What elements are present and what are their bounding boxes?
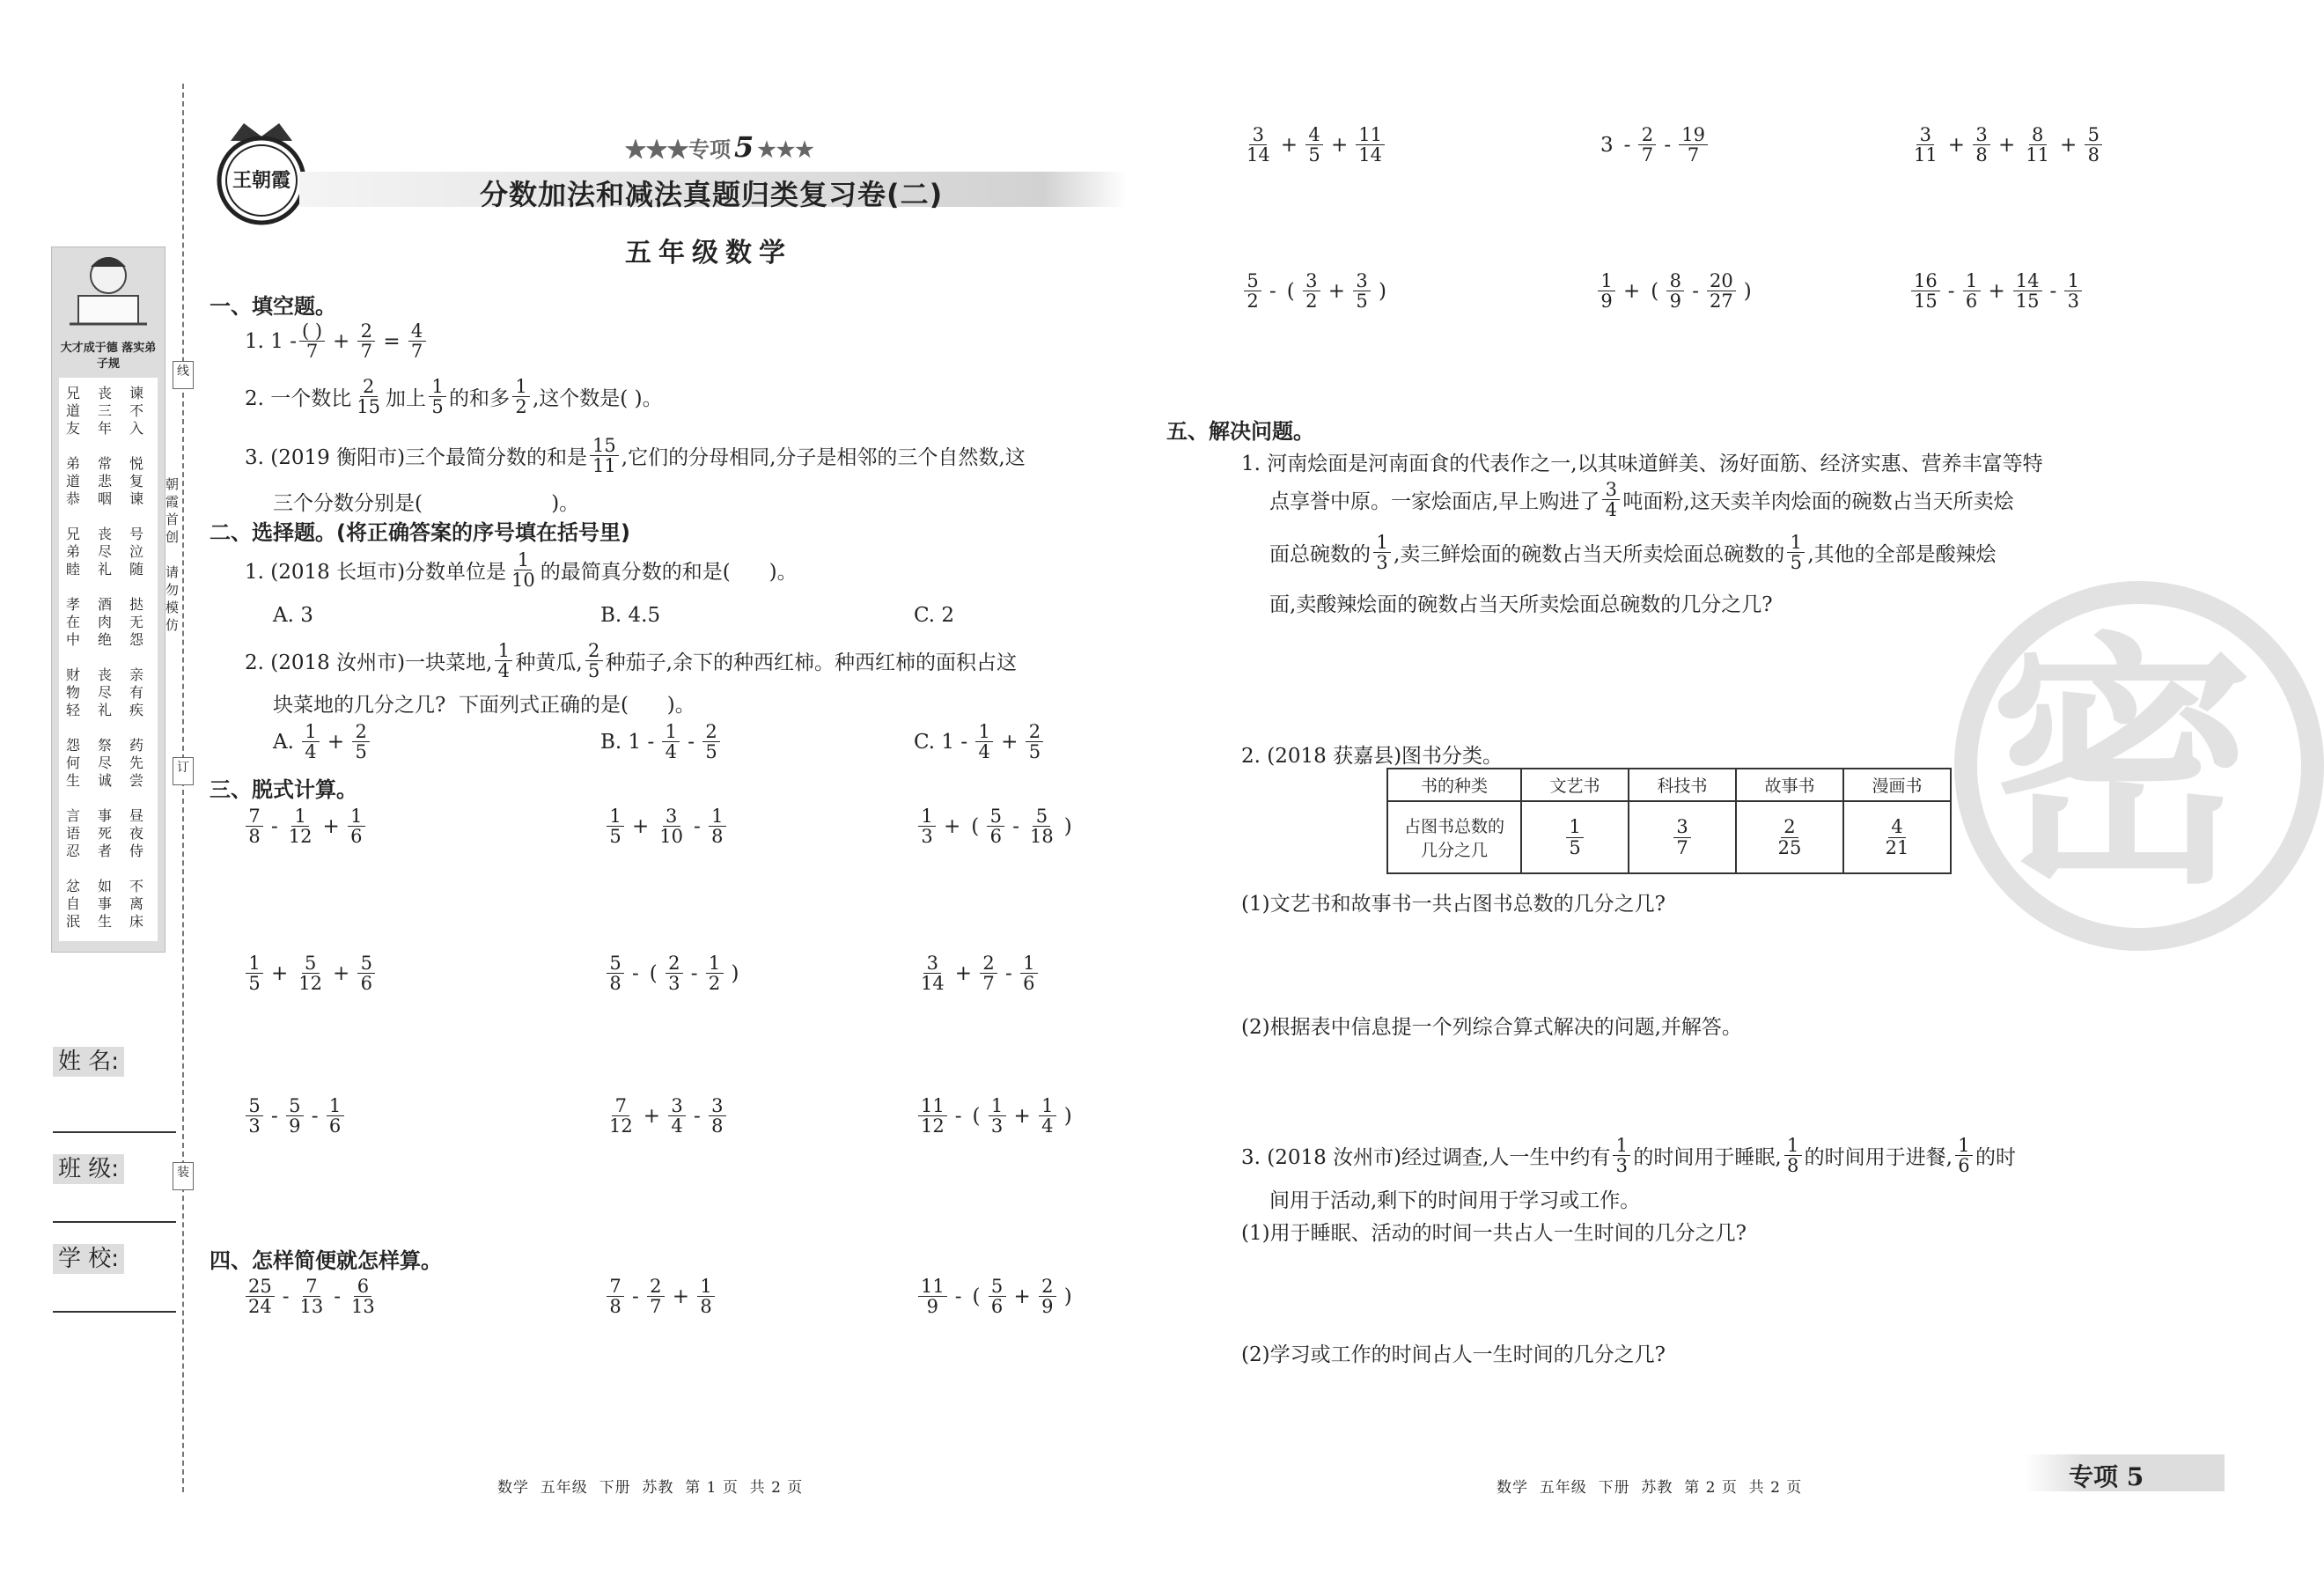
topic-label: ★★★专项 5 ★★★ bbox=[625, 130, 814, 164]
fraction: $\frac{1}{8}$ bbox=[697, 1277, 715, 1316]
problem-1-line2: 点享誉中原。一家烩面店,早上购进了 $\frac{3}{4}$ 吨面粉,这天卖羊肉烩面的碗数占当天所卖烩 bbox=[1269, 479, 2014, 521]
simp-9 bbox=[1908, 271, 2085, 311]
section-3-heading: 三、脱式计算。 bbox=[210, 777, 357, 802]
operator: ) bbox=[731, 961, 739, 985]
operator: - bbox=[694, 1104, 701, 1128]
fraction: $\frac{3}{4}$ bbox=[668, 1096, 686, 1136]
operator: + bbox=[271, 961, 289, 985]
vertical-note: 朝 霞 首 创 请 勿 模 仿 bbox=[165, 476, 180, 633]
operator: - bbox=[271, 1104, 278, 1128]
problem-2-q1: (1)文艺书和故事书一共占图书总数的几分之几? bbox=[1241, 893, 1666, 916]
operator: + bbox=[1001, 730, 1019, 754]
section-4-heading: 四、怎样简便就怎样算。 bbox=[210, 1248, 442, 1273]
calc-9 bbox=[916, 1096, 1077, 1136]
calc-7 bbox=[243, 1096, 347, 1136]
operator: ( bbox=[972, 1104, 981, 1128]
table-row bbox=[1387, 801, 1951, 873]
logo bbox=[213, 114, 310, 229]
operator: - bbox=[1005, 961, 1012, 985]
fraction: $\frac{1}{4}$ bbox=[302, 722, 320, 762]
operator: + bbox=[2060, 133, 2078, 157]
operator: ) bbox=[1379, 279, 1387, 303]
choice-1-option-b[interactable]: B. 4.5 bbox=[600, 604, 661, 627]
problem-1-line1: 1. 河南烩面是河南面食的代表作之一,以其味道鲜美、汤好面筋、经济实惠、营养丰富等特 bbox=[1241, 453, 2043, 475]
operator: + bbox=[1013, 1284, 1031, 1308]
calc-2 bbox=[604, 806, 729, 846]
blank-input[interactable]: ( ) bbox=[299, 321, 325, 342]
table-cell: $\frac{4}{21}$ bbox=[1843, 801, 1951, 873]
page-title: 分数加法和减法真题归类复习卷(二) bbox=[480, 178, 944, 211]
operator: + bbox=[1013, 1104, 1031, 1128]
table-cell: 占图书总数的 几分之几 bbox=[1387, 801, 1521, 873]
operator: ( bbox=[1651, 279, 1659, 303]
fill-question-1: 1. 1 - $\frac{( )}{7}$ + $\frac{2}{7}$ = $\frac{4}{7}$ bbox=[245, 321, 429, 361]
operator: + bbox=[1280, 133, 1298, 157]
fraction: $\frac{2}{5}$ bbox=[1026, 722, 1043, 762]
poem-block bbox=[59, 378, 158, 941]
choice-2-option-c[interactable]: C. 1 - $\frac{1}{4}$ + $\frac{2}{5}$ bbox=[914, 722, 1046, 762]
choice-question-1: 1. (2018 长垣市)分数单位是 $\frac{1}{10}$ 的最简真分数的和是( )。 bbox=[245, 549, 798, 592]
operator: + bbox=[327, 730, 345, 754]
table-header: 文艺书 bbox=[1521, 769, 1629, 801]
operator: ( bbox=[1286, 279, 1295, 303]
operator: - bbox=[282, 1284, 290, 1308]
book-table bbox=[1386, 768, 1952, 874]
fill-question-3: 3. (2019 衡阳市)三个最简分数的和是 $\frac{15}{11}$ ,它们的分母相同,分子是相邻的三个自然数,这 bbox=[245, 435, 1026, 477]
fraction: $\frac{5}{8}$ bbox=[2085, 125, 2102, 165]
table-header: 科技书 bbox=[1629, 769, 1736, 801]
operator: + bbox=[643, 1104, 661, 1128]
table-row bbox=[1387, 769, 1951, 801]
operator: - bbox=[311, 1104, 319, 1128]
simp-1 bbox=[243, 1277, 380, 1316]
fraction: $\frac{5}{12}$ bbox=[298, 953, 323, 995]
calc-4 bbox=[243, 953, 378, 993]
problem-3-q2: (2)学习或工作的时间占人一生时间的几分之几? bbox=[1241, 1343, 1666, 1366]
fraction: $\frac{5}{6}$ bbox=[357, 953, 375, 993]
operator: ) bbox=[1743, 279, 1752, 303]
fraction: $\frac{7}{8}$ bbox=[607, 1277, 624, 1316]
fraction: $\frac{1}{3}$ bbox=[2064, 271, 2082, 311]
operator: - bbox=[954, 1104, 962, 1128]
operator: - bbox=[271, 814, 278, 838]
operator: ( bbox=[649, 961, 658, 985]
operator: - bbox=[954, 1284, 962, 1308]
fraction: $\frac{25}{24}$ bbox=[246, 1277, 275, 1316]
binding-mark-3: 装 bbox=[173, 1162, 194, 1190]
operator: ) bbox=[1063, 1104, 1072, 1128]
choice-2-option-a[interactable]: A. $\frac{1}{4}$ + $\frac{2}{5}$ bbox=[273, 722, 372, 762]
operator: - bbox=[632, 1284, 639, 1308]
fraction: $\frac{2}{7}$ bbox=[1638, 125, 1656, 165]
fraction: $\frac{2}{7}$ bbox=[980, 953, 997, 993]
fraction: $\frac{11}{14}$ bbox=[1356, 125, 1385, 165]
name-label: 姓 名: bbox=[53, 1047, 124, 1077]
logo-text: 王朝霞 bbox=[232, 169, 290, 192]
fraction: $\frac{11}{12}$ bbox=[918, 1096, 947, 1136]
operator: - bbox=[1012, 814, 1020, 838]
fraction: $\frac{8}{11}$ bbox=[2026, 124, 2050, 166]
fraction: $\frac{2}{5}$ bbox=[352, 722, 370, 762]
fraction: $\frac{14}{15}$ bbox=[2013, 271, 2042, 311]
footer-left: 数学 五年级 下册 苏教 第 1 页 共 2 页 bbox=[497, 1479, 804, 1497]
problem-2-q2: (2)根据表中信息提一个列综合算式解决的问题,并解答。 bbox=[1241, 1016, 1742, 1039]
operator: 3 bbox=[1600, 133, 1614, 157]
section-2-heading: 二、选择题。(将正确答案的序号填在括号里) bbox=[210, 520, 630, 545]
operator: - bbox=[688, 730, 695, 754]
operator: - bbox=[1623, 133, 1631, 157]
section-5-heading: 五、解决问题。 bbox=[1166, 419, 1314, 444]
fraction: $\frac{3}{11}$ bbox=[1914, 124, 1938, 166]
choice-question-2-line2: 块菜地的几分之几? 下面列式正确的是( )。 bbox=[273, 694, 695, 717]
simp-6 bbox=[1908, 125, 2105, 165]
operator: - bbox=[334, 1284, 342, 1308]
operator: + bbox=[1331, 133, 1349, 157]
fraction: $\frac{1}{4}$ bbox=[662, 722, 680, 762]
table-header: 故事书 bbox=[1736, 769, 1843, 801]
operator: - bbox=[1947, 279, 1955, 303]
operator: - bbox=[690, 961, 698, 985]
problem-3-q1: (1)用于睡眠、活动的时间一共占人一生时间的几分之几? bbox=[1241, 1222, 1747, 1245]
operator: + bbox=[632, 814, 650, 838]
simp-5 bbox=[1595, 125, 1710, 165]
fraction: $\frac{5}{3}$ bbox=[246, 1096, 263, 1136]
binding-mark-2: 订 bbox=[173, 757, 194, 785]
fraction: $\frac{5}{6}$ bbox=[989, 1277, 1006, 1316]
fraction: $\frac{7}{8}$ bbox=[246, 806, 263, 846]
fraction: $\frac{3}{14}$ bbox=[921, 953, 945, 995]
footer-badge: 专项 5 bbox=[2025, 1454, 2225, 1491]
problem-3-line1: 3. (2018 汝州市)经过调查,人一生中约有 $\frac{1}{3}$ 的时间用于睡眠, $\frac{1}{8}$ 的时间用于进餐, $\frac{1}{6}$ 的时 bbox=[1241, 1135, 2016, 1177]
fraction: $\frac{8}{9}$ bbox=[1666, 271, 1684, 311]
fraction: $\frac{3}{8}$ bbox=[709, 1096, 726, 1136]
fraction: $\frac{2}{7}$ bbox=[647, 1277, 665, 1316]
fraction: $\frac{3}{14}$ bbox=[1247, 124, 1270, 166]
poem-col-2: 丧 三 年 常 悲 咽 丧 尽 礼 酒 肉 绝 丧 尽 礼 祭 尽 诚 事 死 者 如 事 生 bbox=[98, 385, 113, 930]
table-header: 书的种类 bbox=[1387, 769, 1521, 801]
fraction: $\frac{3}{10}$ bbox=[659, 806, 684, 848]
fraction: $\frac{7}{12}$ bbox=[609, 1095, 633, 1137]
problem-1-line4: 面,卖酸辣烩面的碗数占当天所卖烩面总碗数的几分之几? bbox=[1269, 593, 1773, 616]
fraction: $\frac{1}{3}$ bbox=[918, 806, 936, 846]
operator: - bbox=[1664, 133, 1672, 157]
fraction: $\frac{1}{5}$ bbox=[246, 953, 263, 993]
fraction: $\frac{16}{15}$ bbox=[1911, 271, 1940, 311]
fraction: $\frac{3}{8}$ bbox=[1973, 125, 1990, 165]
operator: + bbox=[954, 961, 973, 985]
footer-right: 数学 五年级 下册 苏教 第 2 页 共 2 页 bbox=[1497, 1479, 1803, 1497]
calc-8 bbox=[604, 1096, 729, 1136]
fraction: $\frac{1}{3}$ bbox=[989, 1096, 1006, 1136]
fraction: $\frac{1}{5}$ bbox=[607, 806, 624, 846]
operator: + bbox=[1623, 279, 1641, 303]
fraction: $\frac{1}{9}$ bbox=[1598, 271, 1615, 311]
table-header: 漫画书 bbox=[1843, 769, 1951, 801]
mascot-icon bbox=[52, 247, 165, 335]
fraction: $\frac{1}{6}$ bbox=[348, 806, 365, 846]
fraction: $\frac{6}{13}$ bbox=[351, 1276, 375, 1318]
operator: ) bbox=[1063, 814, 1072, 838]
choice-1-option-a[interactable]: A. 3 bbox=[273, 604, 313, 627]
fraction: $\frac{1}{12}$ bbox=[288, 806, 313, 848]
operator: - bbox=[632, 961, 639, 985]
watermark: 密 bbox=[1937, 581, 2227, 968]
operator: + bbox=[322, 814, 340, 838]
operator: + bbox=[1988, 279, 2005, 303]
operator: - bbox=[694, 814, 701, 838]
name-field[interactable] bbox=[53, 1043, 176, 1133]
table-cell: $\frac{1}{5}$ bbox=[1521, 801, 1629, 873]
problem-3-line2: 间用于活动,剩下的时间用于学习或工作。 bbox=[1269, 1189, 1641, 1212]
choice-1-option-c[interactable]: C. 2 bbox=[914, 604, 955, 627]
fraction: $\frac{7}{13}$ bbox=[299, 1276, 324, 1318]
table-cell: $\frac{2}{25}$ bbox=[1736, 801, 1843, 873]
fraction: $\frac{11}{9}$ bbox=[918, 1277, 947, 1316]
problem-1-line3: 面总碗数的 $\frac{1}{3}$ ,卖三鲜烩面的碗数占当天所卖烩面总碗数的 $\frac{1}{5}$ ,其他的全部是酸辣烩 bbox=[1269, 532, 1997, 574]
page-subtitle: 五年级数学 bbox=[625, 238, 792, 269]
simp-7 bbox=[1241, 271, 1392, 311]
fraction: $\frac{1}{2}$ bbox=[706, 953, 724, 993]
fraction: $\frac{1}{4}$ bbox=[975, 722, 993, 762]
fraction: $\frac{3}{2}$ bbox=[1303, 271, 1320, 311]
fraction: $\frac{1}{4}$ bbox=[1039, 1096, 1056, 1136]
fraction: $\frac{5}{9}$ bbox=[286, 1096, 304, 1136]
operator: - bbox=[1269, 279, 1276, 303]
fraction: $\frac{1}{6}$ bbox=[1020, 953, 1038, 993]
student-fields bbox=[53, 1043, 176, 1313]
fraction: $\frac{5}{2}$ bbox=[1244, 271, 1261, 311]
school-label: 学 校: bbox=[53, 1244, 124, 1274]
poem-col-3: 谏 不 入 悦 复 谏 号 泣 随 挞 无 怨 亲 有 疾 药 先 尝 昼 夜 侍 不 离 床 bbox=[129, 385, 144, 930]
class-field[interactable] bbox=[53, 1151, 176, 1223]
calc-1 bbox=[243, 806, 368, 846]
choice-2-option-b[interactable]: B. 1 - $\frac{1}{4}$ - $\frac{2}{5}$ bbox=[600, 722, 723, 762]
fraction: $\frac{1}{6}$ bbox=[327, 1096, 344, 1136]
simp-8 bbox=[1595, 271, 1757, 311]
fraction: $\frac{2}{5}$ bbox=[702, 722, 720, 762]
fraction: $\frac{4}{5}$ bbox=[1305, 125, 1323, 165]
fraction: $\frac{5}{8}$ bbox=[607, 953, 624, 993]
binding-line bbox=[182, 84, 184, 1492]
table-cell: $\frac{3}{7}$ bbox=[1629, 801, 1736, 873]
fraction: $\frac{3}{5}$ bbox=[1353, 271, 1371, 311]
fill-question-2: 2. 一个数比 $\frac{2}{15}$ 加上 $\frac{1}{5}$ 的和多 $\frac{1}{2}$ ,这个数是( )。 bbox=[245, 376, 663, 418]
choice-question-2: 2. (2018 汝州市)一块菜地, $\frac{1}{4}$ 种黄瓜, $\frac{2}{5}$ 种茄子,余下的种西红柿。种西红柿的面积占这 bbox=[245, 640, 1017, 682]
fraction: $\frac{1}{6}$ bbox=[1963, 271, 1981, 311]
operator: + bbox=[1998, 133, 2016, 157]
calc-6 bbox=[916, 953, 1041, 993]
motto: 大才成于德 落实弟子规 bbox=[60, 342, 157, 371]
fraction: $\frac{2}{9}$ bbox=[1039, 1277, 1056, 1316]
operator: ( bbox=[971, 814, 980, 838]
school-field[interactable] bbox=[53, 1240, 176, 1313]
operator: - bbox=[2049, 279, 2057, 303]
fraction: $\frac{1}{8}$ bbox=[709, 806, 726, 846]
calc-5 bbox=[604, 953, 745, 993]
operator: + bbox=[1947, 133, 1966, 157]
binding-mark-1: 线 bbox=[173, 361, 194, 389]
section-1-heading: 一、填空题。 bbox=[210, 294, 336, 319]
calc-3 bbox=[916, 806, 1077, 846]
fraction: $\frac{19}{7}$ bbox=[1679, 125, 1708, 165]
operator: ) bbox=[1063, 1284, 1072, 1308]
fraction: $\frac{2}{3}$ bbox=[666, 953, 683, 993]
fraction: $\frac{5}{6}$ bbox=[987, 806, 1004, 846]
operator: + bbox=[944, 814, 961, 838]
mascot-panel bbox=[51, 247, 165, 953]
poem-col-1: 兄 道 友 弟 道 恭 兄 弟 睦 孝 在 中 财 物 轻 怨 何 生 言 语 忍 忿 自 泯 bbox=[66, 385, 81, 930]
fraction: $\frac{20}{27}$ bbox=[1707, 271, 1736, 311]
simp-4 bbox=[1241, 125, 1387, 165]
simp-2 bbox=[604, 1277, 717, 1316]
operator: + bbox=[1327, 279, 1346, 303]
fraction: $\frac{5}{18}$ bbox=[1030, 806, 1054, 848]
simp-3 bbox=[916, 1277, 1077, 1316]
class-label: 班 级: bbox=[53, 1154, 124, 1184]
operator: ( bbox=[972, 1284, 981, 1308]
operator: - bbox=[1692, 279, 1700, 303]
operator: + bbox=[333, 961, 350, 985]
operator: + bbox=[672, 1284, 690, 1308]
fill-question-3-line2: 三个分数分别是( )。 bbox=[273, 492, 580, 515]
problem-2-title: 2. (2018 获嘉县)图书分类。 bbox=[1241, 745, 1504, 768]
